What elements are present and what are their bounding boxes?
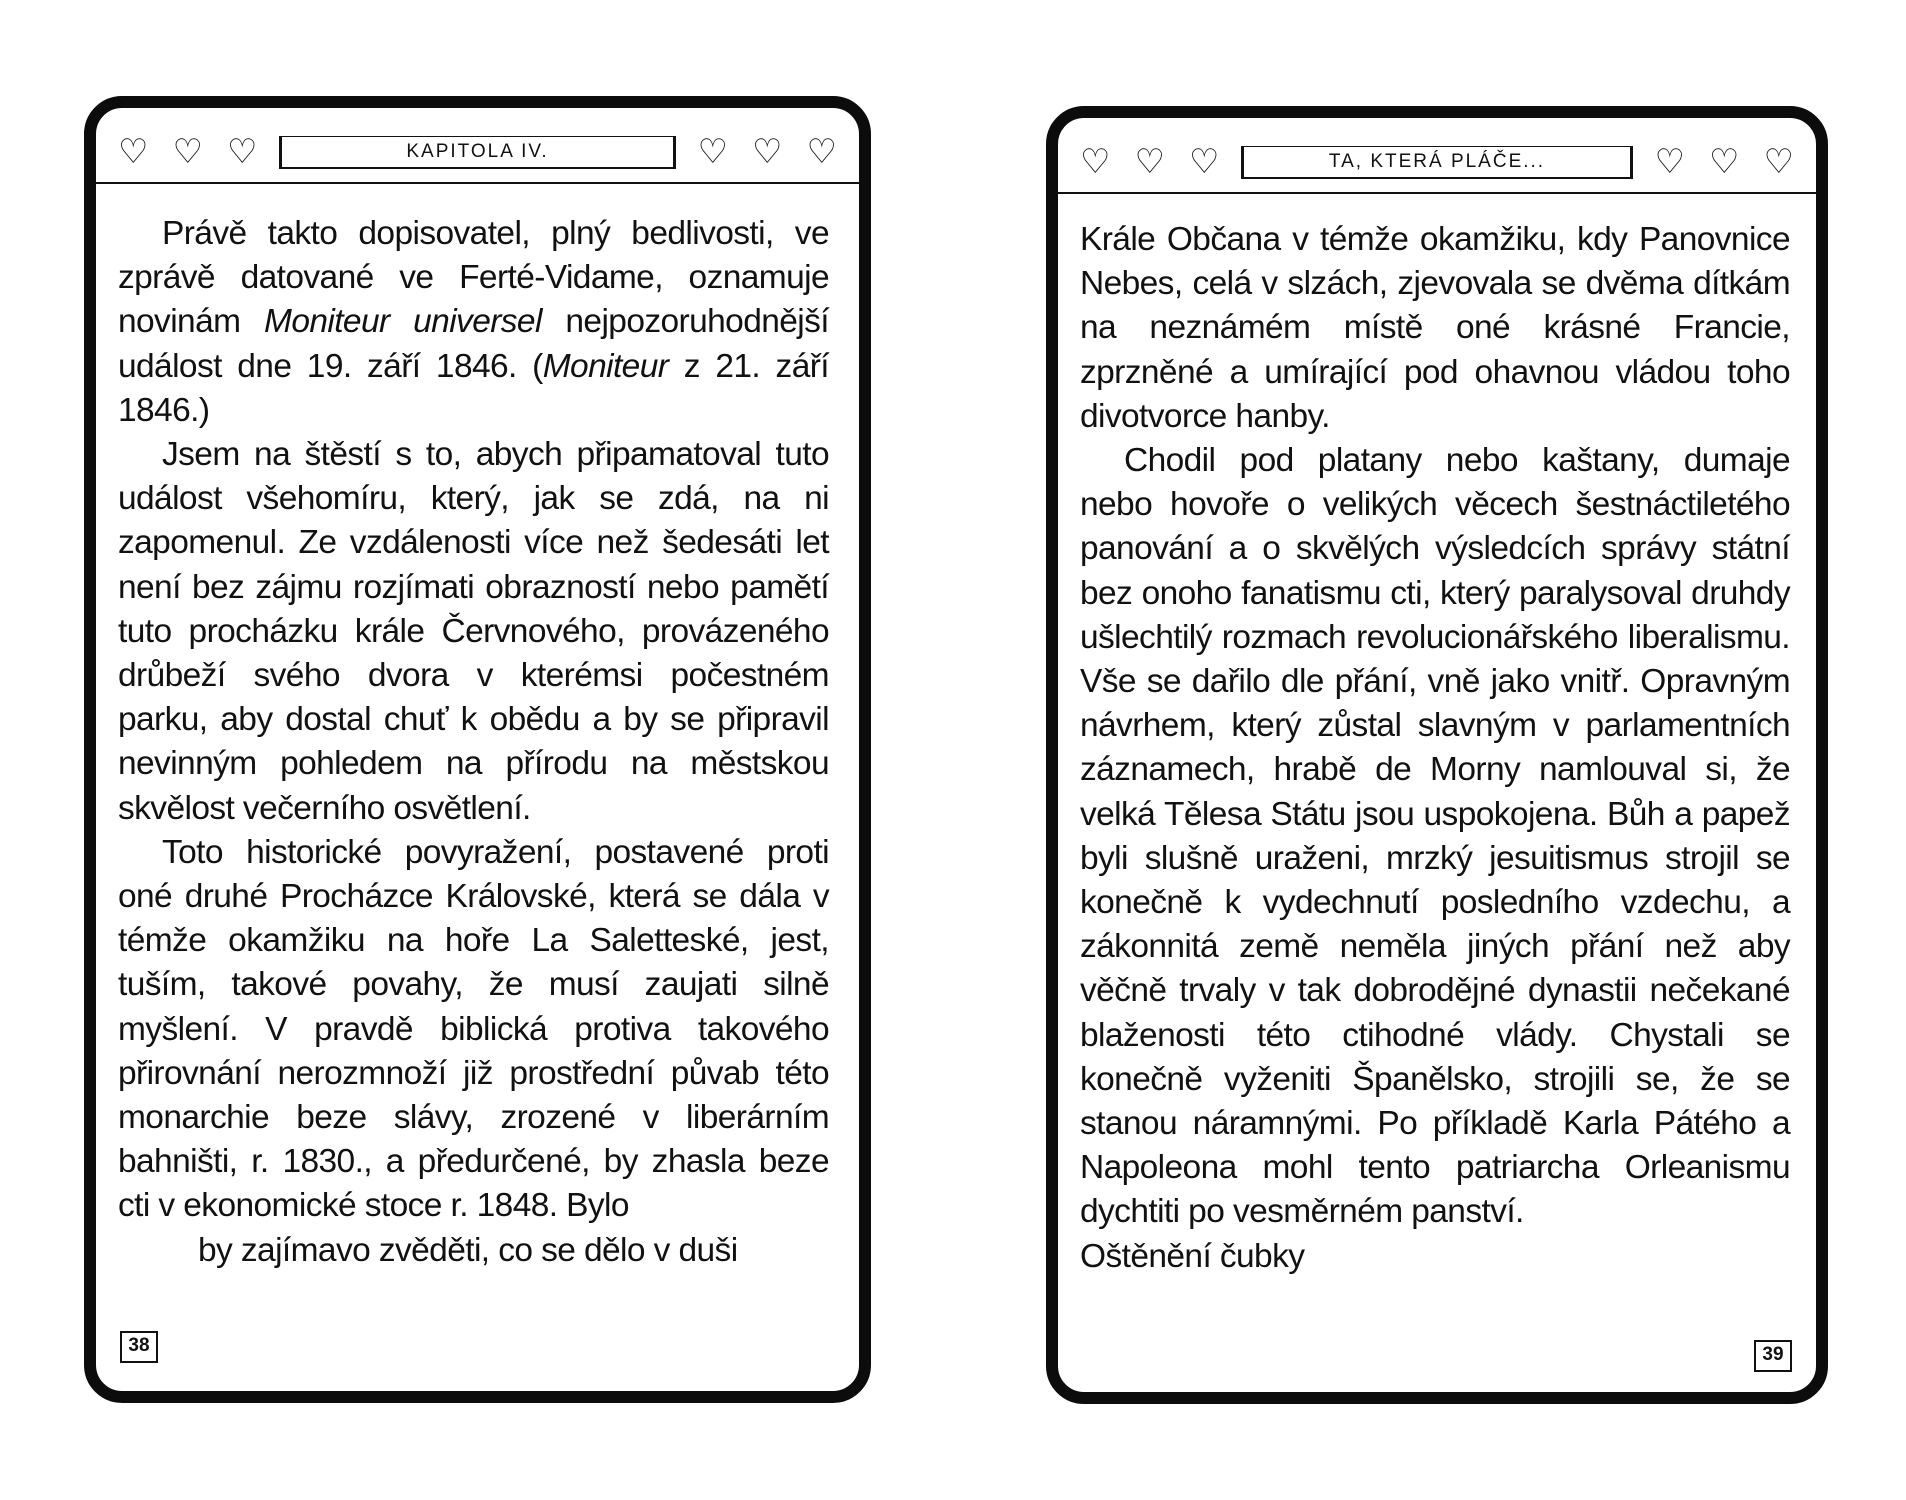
left-running-header: [118, 128, 837, 176]
page-number: 38: [120, 1331, 158, 1363]
left-page-text: [118, 212, 829, 1273]
paragraph: Krále Občana v témže okamžiku, kdy Panovnice Nebes, celá v slzách, zjevovala se dvěma dítkám na neznámém místě oné krásné Francie, zprzněné a umírající pod ohavnou vládou toho divotvorce hanby.: [1080, 221, 1790, 435]
heart-icon: ♡: [1654, 142, 1686, 182]
periodical-title: Moniteur: [542, 347, 669, 385]
right-page: [1046, 106, 1828, 1404]
heart-icon: ♡: [1134, 142, 1165, 182]
left-page: [84, 96, 871, 1403]
paragraph: Právě takto dopisovatel, plný bedlivosti, ve zprávě datované ve Ferté-Vidame, oznamuje novinám Moniteur universel nejpozoruhodnější událost dne 19. září 1846. (Moniteur z 21. září 1846.): [118, 215, 829, 429]
paragraph: Jsem na štěstí s to, abych připamatoval tuto událost všehomíru, který, jak se zdá, na ni zapomenul. Ze vzdálenosti více než šedesáti let není bez zájmu rozjímati obrazností nebo pamětí tuto procházku krále Červnového, provázeného drůbeží svého dvora v kterémsi počestném parku, aby dostal chuť k obědu a by se připravil nevinným pohledem na přírodu na městskou skvělost večerního osvětlení.: [118, 436, 829, 827]
heart-icon: ♡: [1080, 142, 1111, 182]
right-running-header: [1080, 138, 1794, 186]
periodical-title: Moniteur universel: [264, 303, 542, 341]
right-header-hearts-left: [1080, 142, 1220, 182]
heart-icon: ♡: [1763, 142, 1794, 182]
chapter-title: KAPITOLA IV.: [279, 136, 675, 169]
right-header-hearts-right: [1654, 142, 1794, 182]
heart-icon: ♡: [697, 132, 729, 172]
heart-icon: ♡: [806, 132, 837, 172]
heart-icon: ♡: [1709, 142, 1740, 182]
paragraph: Chodil pod platany nebo kaštany, dumaje nebo hovoře o velikých věcech šestnáctiletého panování a o skvělých výsledcích správy státní bez onoho fanatismu cti, který paralysoval druhdy ušlechtilý rozmach revolucionářského liberalismu. Vše se dařilo dle přání, vně jako vnitř. Opravným návrhem, který zůstal slavným v parlamentních záznamech, hrabě de Morny namlouval si, že velká Tělesa Státu jsou uspokojena. Bůh a papež byli slušně uraženi, mrzký jesuitismus strojil se konečně k vydechnutí posledního vzdechu, a zákonnitá země neměla jiných přání než aby věčně trvaly v tak dobrodějné dynastii nečekané blaženosti této ctihodné vlády. Chystali se konečně vyženiti Španělsko, strojili se, že se stanou náramnými. Po příkladě Karla Pátého a Napoleona mohl tento patriarcha Orleanismu dychtiti po vesměrném panství.: [1080, 442, 1790, 1231]
header-divider: [1058, 192, 1816, 194]
heart-icon: ♡: [118, 132, 149, 172]
header-divider: [96, 182, 859, 184]
right-page-text: [1080, 218, 1790, 1279]
heart-icon: ♡: [1188, 142, 1220, 182]
heart-icon: ♡: [172, 132, 203, 172]
heart-icon: ♡: [752, 132, 783, 172]
page-number: 39: [1754, 1340, 1792, 1372]
left-header-hearts-right: [697, 132, 837, 172]
paragraph-last-line: by zajímavo zvěděti, co se dělo v duši: [198, 1231, 738, 1269]
heart-icon: ♡: [226, 132, 258, 172]
left-header-hearts-left: [118, 132, 258, 172]
paragraph-last-line: Oštěnění čubky: [1080, 1237, 1305, 1275]
running-title: TA, KTERÁ PLÁČE...: [1241, 146, 1632, 179]
paragraph: Toto historické povyražení, postavené proti oné druhé Procházce Královské, která se dála v témže okamžiku na hoře La Saletteské, jest, tuším, takové povahy, že musí zaujati silně myšlení. V pravdě biblická protiva takového přirovnání nerozmnoží již prostřední půvab této monarchie beze slávy, zrozené v liberárním bahništi, r. 1830., a předurčené, by zhasla beze cti v ekonomické stoce r. 1848. Bylo: [118, 833, 829, 1225]
